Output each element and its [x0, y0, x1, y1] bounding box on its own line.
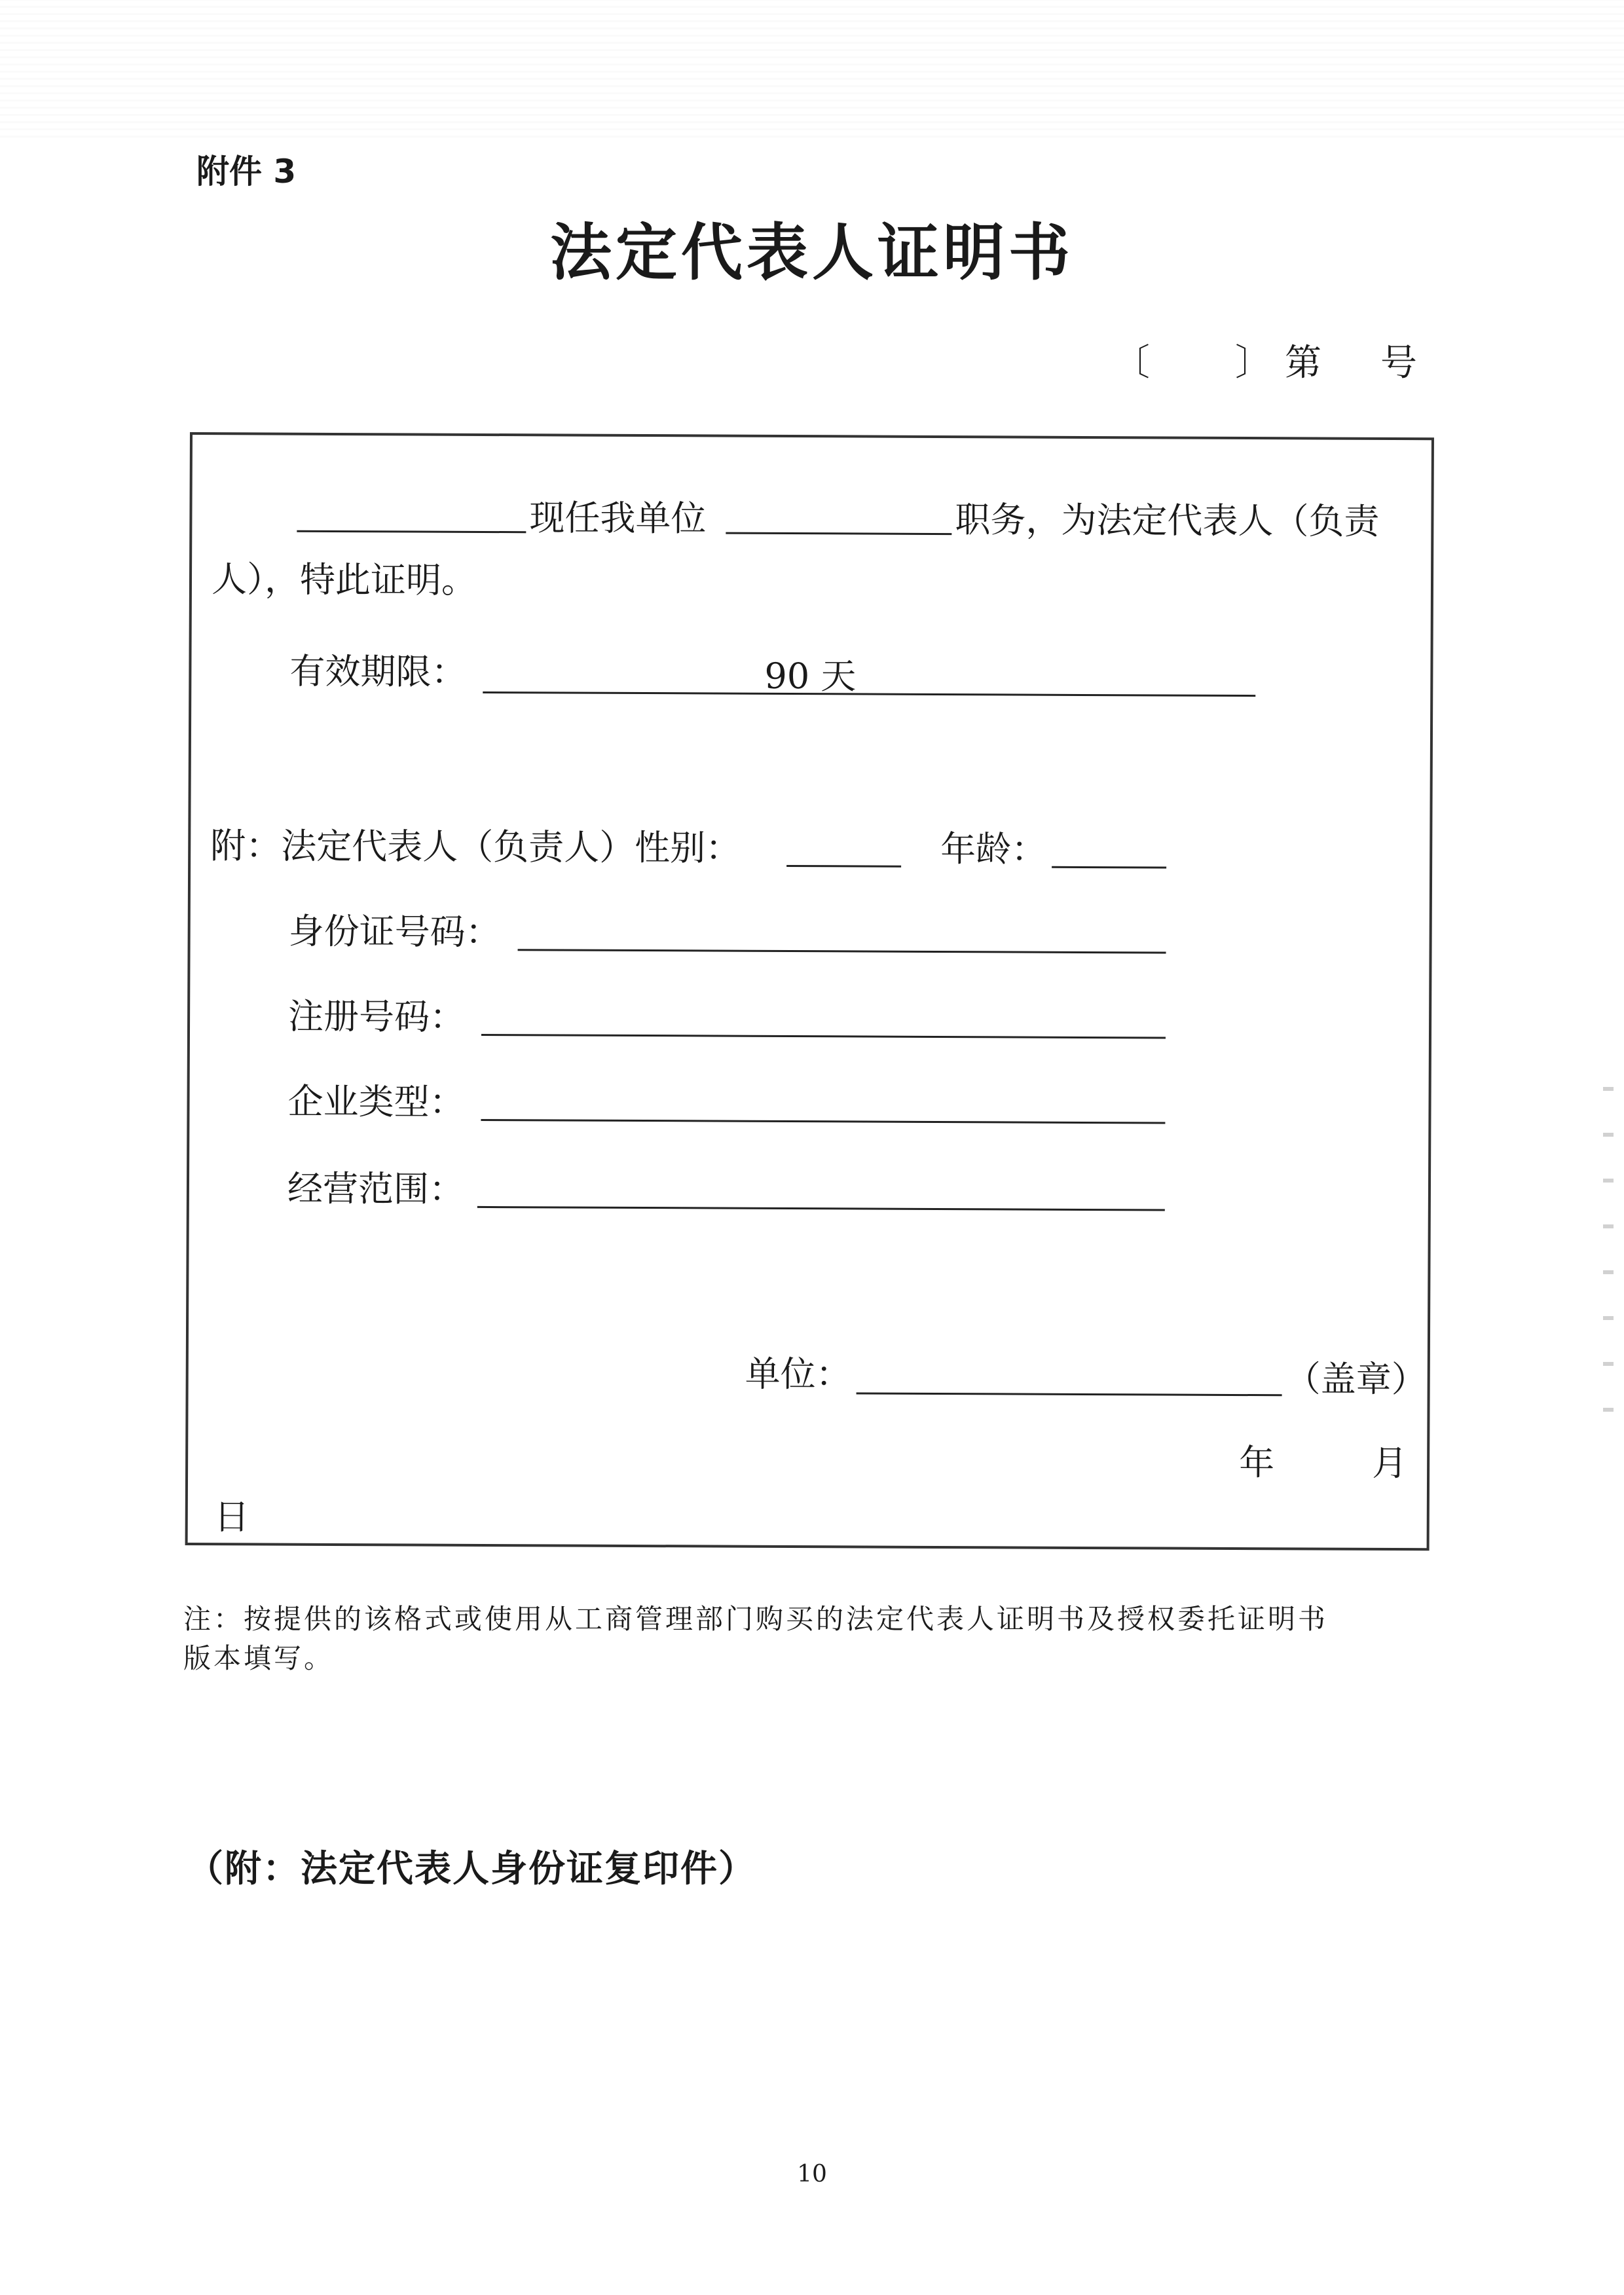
scan-edge-marks: [1603, 1087, 1614, 1427]
document-number: [1113, 334, 1417, 386]
registration-label: 注册号码：: [287, 995, 466, 1038]
scan-noise: [0, 0, 1624, 138]
gender-label: 附：法定代表人（负责人）性别：: [210, 825, 741, 869]
doc-number-close-bracket: 〕: [1235, 342, 1272, 384]
company-type-label: 企业类型：: [287, 1080, 465, 1123]
unit-blank[interactable]: [857, 1392, 1282, 1396]
age-label: 年龄：: [940, 828, 1047, 870]
statement-part1: 现任我单位: [529, 497, 707, 540]
attachment-label: 附件 3: [196, 153, 297, 191]
id-number-blank[interactable]: [518, 949, 1166, 953]
seal-label: （盖章）: [1285, 1358, 1427, 1401]
certificate-form-box: [185, 432, 1434, 1551]
date-year: 年: [1239, 1442, 1275, 1484]
validity-value: 90 天: [764, 655, 857, 697]
note-line-2: 版本填写。: [183, 1642, 335, 1674]
name-blank[interactable]: [297, 530, 526, 534]
date-day: 日: [213, 1496, 249, 1538]
id-number-label: 身份证号码：: [288, 910, 501, 953]
document-title: 法定代表人证明书: [549, 217, 1074, 289]
position-blank[interactable]: [726, 532, 951, 536]
age-blank[interactable]: [1052, 866, 1166, 869]
note-line-1: 注：按提供的该格式或使用从工商管理部门购买的法定代表人证明书及授权委托证明书: [183, 1603, 1329, 1635]
page-number: 10: [797, 2161, 827, 2188]
doc-number-hao: 号: [1380, 342, 1417, 384]
business-scope-blank[interactable]: [477, 1206, 1165, 1211]
unit-label: 单位：: [745, 1353, 851, 1395]
validity-label: 有效期限：: [289, 650, 467, 693]
registration-blank[interactable]: [481, 1034, 1166, 1039]
date-month: 月: [1372, 1442, 1408, 1484]
statement-part2: 职务，为法定代表人（负责: [955, 499, 1380, 542]
doc-number-open-bracket: 〔: [1113, 342, 1150, 384]
business-scope-label: 经营范围：: [287, 1167, 465, 1210]
appendix-note: （附：法定代表人身份证复印件）: [187, 1848, 756, 1890]
doc-number-di: 第: [1285, 342, 1321, 384]
company-type-blank[interactable]: [481, 1119, 1165, 1124]
statement-part3: 人），特此证明。: [211, 559, 477, 601]
gender-blank[interactable]: [786, 865, 901, 868]
